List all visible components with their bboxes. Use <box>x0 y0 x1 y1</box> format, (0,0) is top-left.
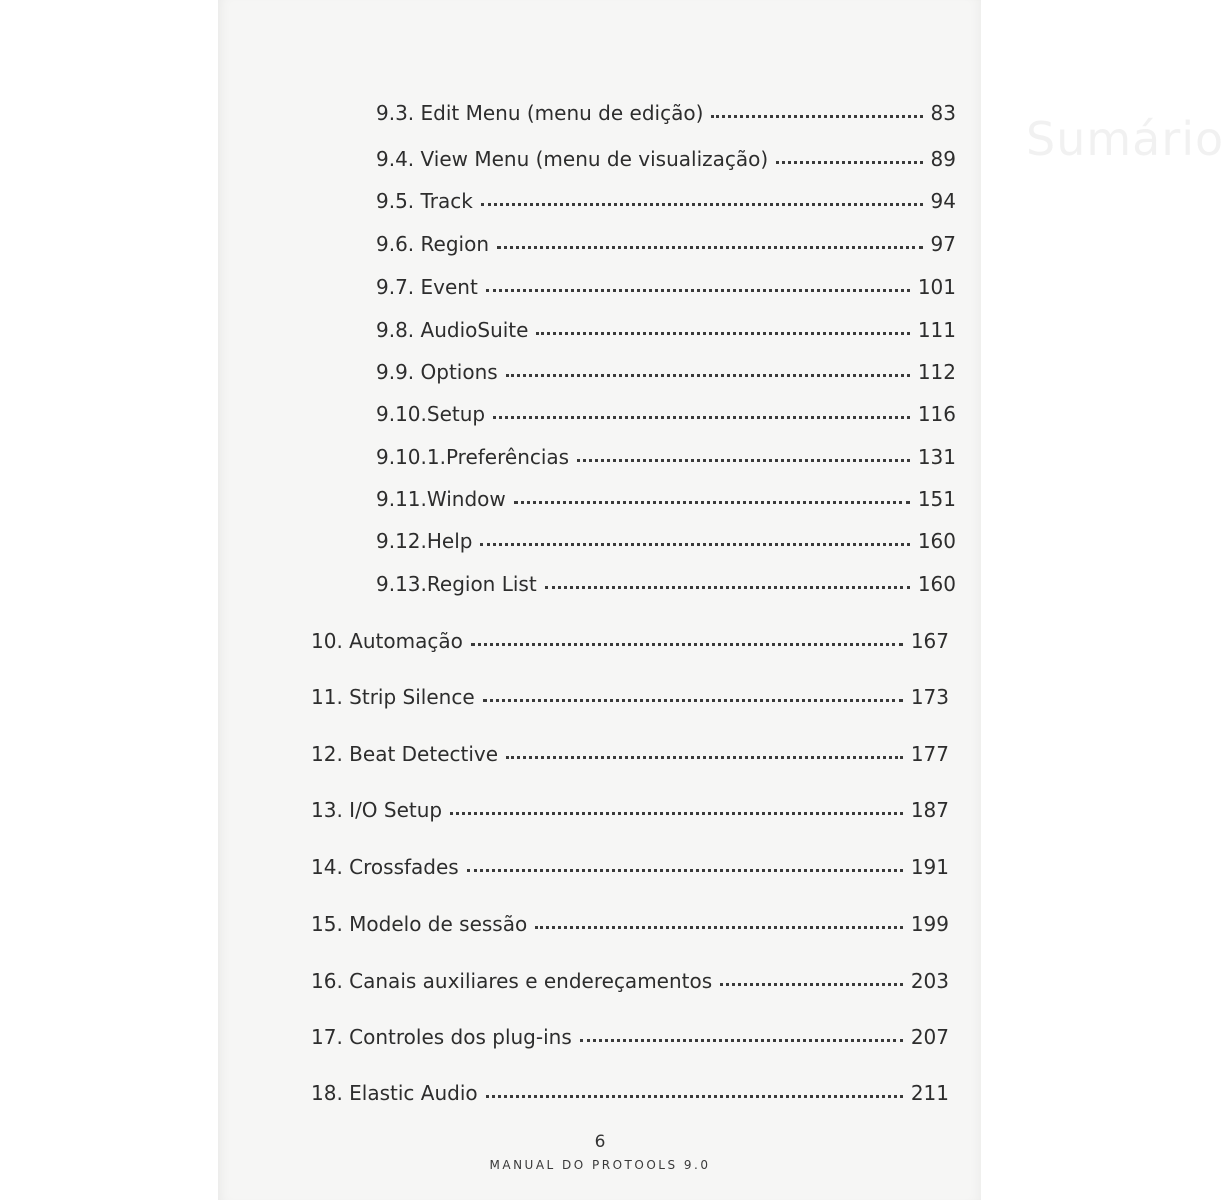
toc-entry-9-10-1 <box>376 444 956 470</box>
dot-leader <box>711 111 922 118</box>
toc-entry-page: 160 <box>917 572 956 596</box>
dot-leader <box>514 497 910 504</box>
toc-entry-9-3 <box>376 100 956 126</box>
toc-entry-page: 199 <box>910 912 949 936</box>
toc-entry-title: 9.10.1.Preferências <box>376 445 570 469</box>
toc-entry-title: 15. Modelo de sessão <box>311 912 528 936</box>
toc-entry-chapter-16 <box>311 968 949 994</box>
toc-entry-title: 13. I/O Setup <box>311 798 443 822</box>
dot-leader <box>486 285 910 292</box>
toc-entry-title: 9.8. AudioSuite <box>376 318 529 342</box>
toc-entry-9-9 <box>376 359 956 385</box>
toc-entry-title: 9.10.Setup <box>376 402 486 426</box>
toc-entry-title: 9.13.Region List <box>376 572 537 596</box>
dot-leader <box>506 752 903 759</box>
toc-entry-9-10 <box>376 401 956 427</box>
toc-entry-9-11 <box>376 486 956 512</box>
toc-entry-chapter-13 <box>311 797 949 823</box>
toc-entry-title: 9.11.Window <box>376 487 506 511</box>
dot-leader <box>776 157 922 164</box>
toc-entry-page: 131 <box>917 445 956 469</box>
toc-entry-chapter-14 <box>311 854 949 880</box>
toc-entry-title: 11. Strip Silence <box>311 685 475 709</box>
running-footer-title: MANUAL DO PROTOOLS 9.0 <box>489 1158 711 1172</box>
toc-entry-9-4 <box>376 146 956 172</box>
toc-entry-page: 83 <box>930 101 956 125</box>
toc-entry-page: 111 <box>917 318 956 342</box>
toc-entry-page: 112 <box>917 360 956 384</box>
toc-entry-page: 187 <box>910 798 949 822</box>
dot-leader <box>535 922 903 929</box>
bleed-through-text: Sumário <box>1026 112 1224 166</box>
toc-entry-title: 9.6. Region <box>376 232 489 256</box>
toc-entry-chapter-10 <box>311 628 949 654</box>
dot-leader <box>720 979 903 986</box>
dot-leader <box>486 1091 903 1098</box>
toc-entry-title: 9.3. Edit Menu (menu de edição) <box>376 101 704 125</box>
dot-leader <box>536 328 909 335</box>
toc-entry-page: 173 <box>910 685 949 709</box>
dot-leader <box>483 695 903 702</box>
toc-entry-title: 14. Crossfades <box>311 855 459 879</box>
toc-entry-page: 177 <box>910 742 949 766</box>
toc-entry-title: 16. Canais auxiliares e endereçamentos <box>311 969 713 993</box>
toc-entry-9-13 <box>376 571 956 597</box>
dot-leader <box>506 370 910 377</box>
toc-entry-page: 101 <box>917 275 956 299</box>
toc-entry-page: 97 <box>930 232 956 256</box>
page-number: 6 <box>594 1132 606 1152</box>
toc-entry-title: 9.9. Options <box>376 360 498 384</box>
toc-entry-title: 18. Elastic Audio <box>311 1081 478 1105</box>
toc-entry-page: 151 <box>917 487 956 511</box>
dot-leader <box>493 412 910 419</box>
toc-entry-chapter-11 <box>311 684 949 710</box>
dot-leader <box>467 865 903 872</box>
toc-entry-title: 17. Controles dos plug-ins <box>311 1025 572 1049</box>
toc-entry-title: 12. Beat Detective <box>311 742 499 766</box>
toc-entry-9-7 <box>376 274 956 300</box>
toc-entry-page: 89 <box>930 147 956 171</box>
dot-leader <box>450 808 903 815</box>
dot-leader <box>471 639 903 646</box>
dot-leader <box>545 582 910 589</box>
toc-entry-chapter-17 <box>311 1024 949 1050</box>
toc-entry-chapter-18 <box>311 1080 949 1106</box>
book-page <box>218 0 1224 1200</box>
toc-entry-page: 191 <box>910 855 949 879</box>
toc-entry-page: 160 <box>917 529 956 553</box>
dot-leader <box>577 455 910 462</box>
toc-entry-title: 9.12.Help <box>376 529 473 553</box>
toc-entry-page: 116 <box>917 402 956 426</box>
toc-entry-9-5 <box>376 188 956 214</box>
dot-leader <box>497 242 923 249</box>
toc-entry-chapter-12 <box>311 741 949 767</box>
toc-entry-page: 167 <box>910 629 949 653</box>
toc-entry-title: 9.7. Event <box>376 275 478 299</box>
toc-entry-page: 203 <box>910 969 949 993</box>
toc-entry-page: 207 <box>910 1025 949 1049</box>
toc-entry-title: 9.5. Track <box>376 189 473 213</box>
toc-entry-9-8 <box>376 317 956 343</box>
dot-leader <box>580 1035 903 1042</box>
toc-entry-page: 94 <box>930 189 956 213</box>
toc-entry-title: 9.4. View Menu (menu de visualização) <box>376 147 769 171</box>
toc-entry-9-12 <box>376 528 956 554</box>
dot-leader <box>480 539 909 546</box>
dot-leader <box>481 199 923 206</box>
toc-entry-9-6 <box>376 231 956 257</box>
toc-entry-title: 10. Automação <box>311 629 463 653</box>
toc-entry-chapter-15 <box>311 911 949 937</box>
toc-entry-page: 211 <box>910 1081 949 1105</box>
